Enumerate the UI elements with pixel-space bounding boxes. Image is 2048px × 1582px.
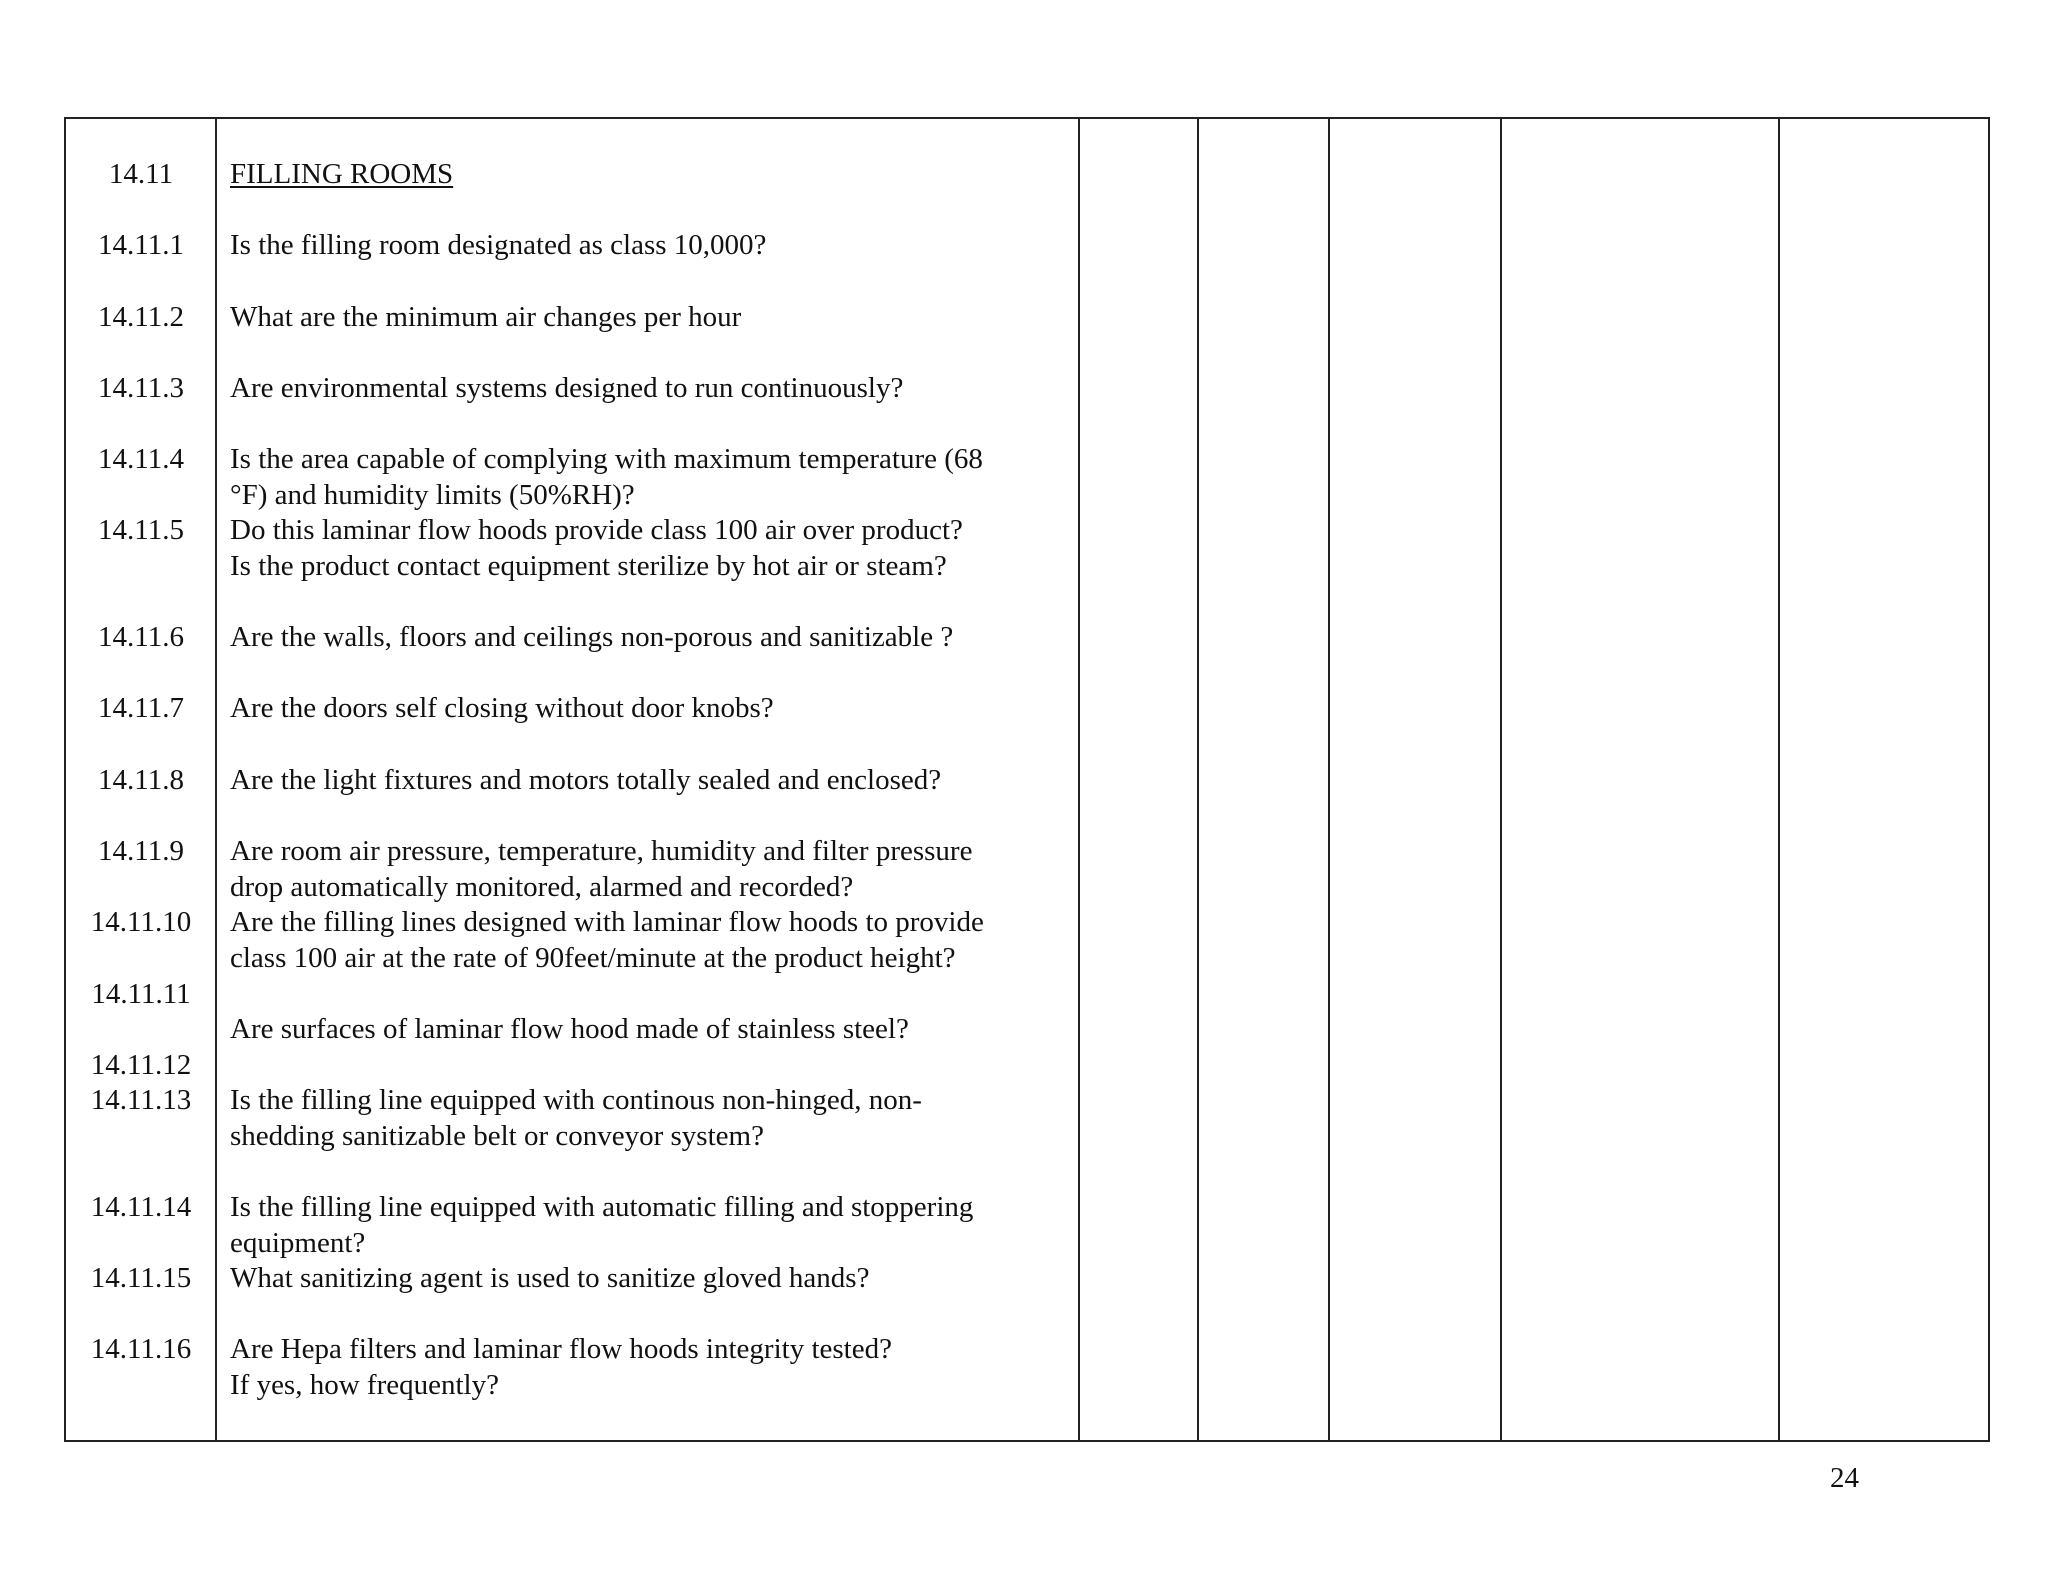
item-number: 14.11.13 [90,1084,192,1116]
question-line: If yes, how frequently? [230,1369,499,1401]
item-number: 14.11.9 [98,835,184,867]
question-line: Is the area capable of complying with maximum temperature (68 [230,443,983,475]
question-line: What sanitizing agent is used to sanitize gloved hands? [230,1262,870,1294]
question-line: Are the light fixtures and motors totally sealed and enclosed? [230,764,942,796]
checklist-table [64,117,1990,1442]
question-line: Do this laminar flow hoods provide class 100 air over product? [230,514,963,546]
page-number: 24 [1830,1462,1859,1494]
section-number: 14.11 [108,158,174,190]
column-divider [1500,119,1502,1440]
question-line: equipment? [230,1227,366,1259]
question-line: Are the doors self closing without door knobs? [230,692,774,724]
item-number: 14.11.2 [98,301,184,333]
item-number: 14.11.8 [98,764,184,796]
item-number: 14.11.12 [90,1049,192,1081]
item-number: 14.11.14 [90,1191,192,1223]
question-line: °F) and humidity limits (50%RH)? [230,479,635,511]
item-number: 14.11.3 [98,372,184,404]
question-line: Is the filling line equipped with continous non-hinged, non- [230,1084,922,1116]
column-divider [1197,119,1199,1440]
item-number: 14.11.10 [90,906,192,938]
section-title: FILLING ROOMS [230,158,454,190]
item-number: 14.11.6 [98,621,184,653]
column-divider [1078,119,1080,1440]
item-number: 14.11.15 [90,1262,192,1294]
question-line: class 100 air at the rate of 90feet/minute at the product height? [230,942,956,974]
item-number: 14.11.1 [98,229,184,261]
question-line: What are the minimum air changes per hour [230,301,742,333]
question-line: Are Hepa filters and laminar flow hoods integrity tested? [230,1333,892,1365]
question-line: Are the filling lines designed with laminar flow hoods to provide [230,906,984,938]
item-number: 14.11.11 [91,978,191,1010]
column-divider [1328,119,1330,1440]
item-number: 14.11.5 [98,514,184,546]
question-line: Are room air pressure, temperature, humidity and filter pressure [230,835,973,867]
question-line: Is the filling room designated as class 10,000? [230,229,767,261]
question-line: Is the filling line equipped with automatic filling and stoppering [230,1191,974,1223]
column-divider [1778,119,1780,1440]
item-number: 14.11.7 [98,692,184,724]
question-line: shedding sanitizable belt or conveyor system? [230,1120,764,1152]
question-line: Is the product contact equipment sterilize by hot air or steam? [230,550,947,582]
question-line: Are surfaces of laminar flow hood made of stainless steel? [230,1013,909,1045]
item-number: 14.11.16 [90,1333,192,1365]
item-number: 14.11.4 [98,443,184,475]
question-line: Are the walls, floors and ceilings non-porous and sanitizable ? [230,621,954,653]
question-line: drop automatically monitored, alarmed and recorded? [230,871,854,903]
question-line: Are environmental systems designed to run continuously? [230,372,904,404]
